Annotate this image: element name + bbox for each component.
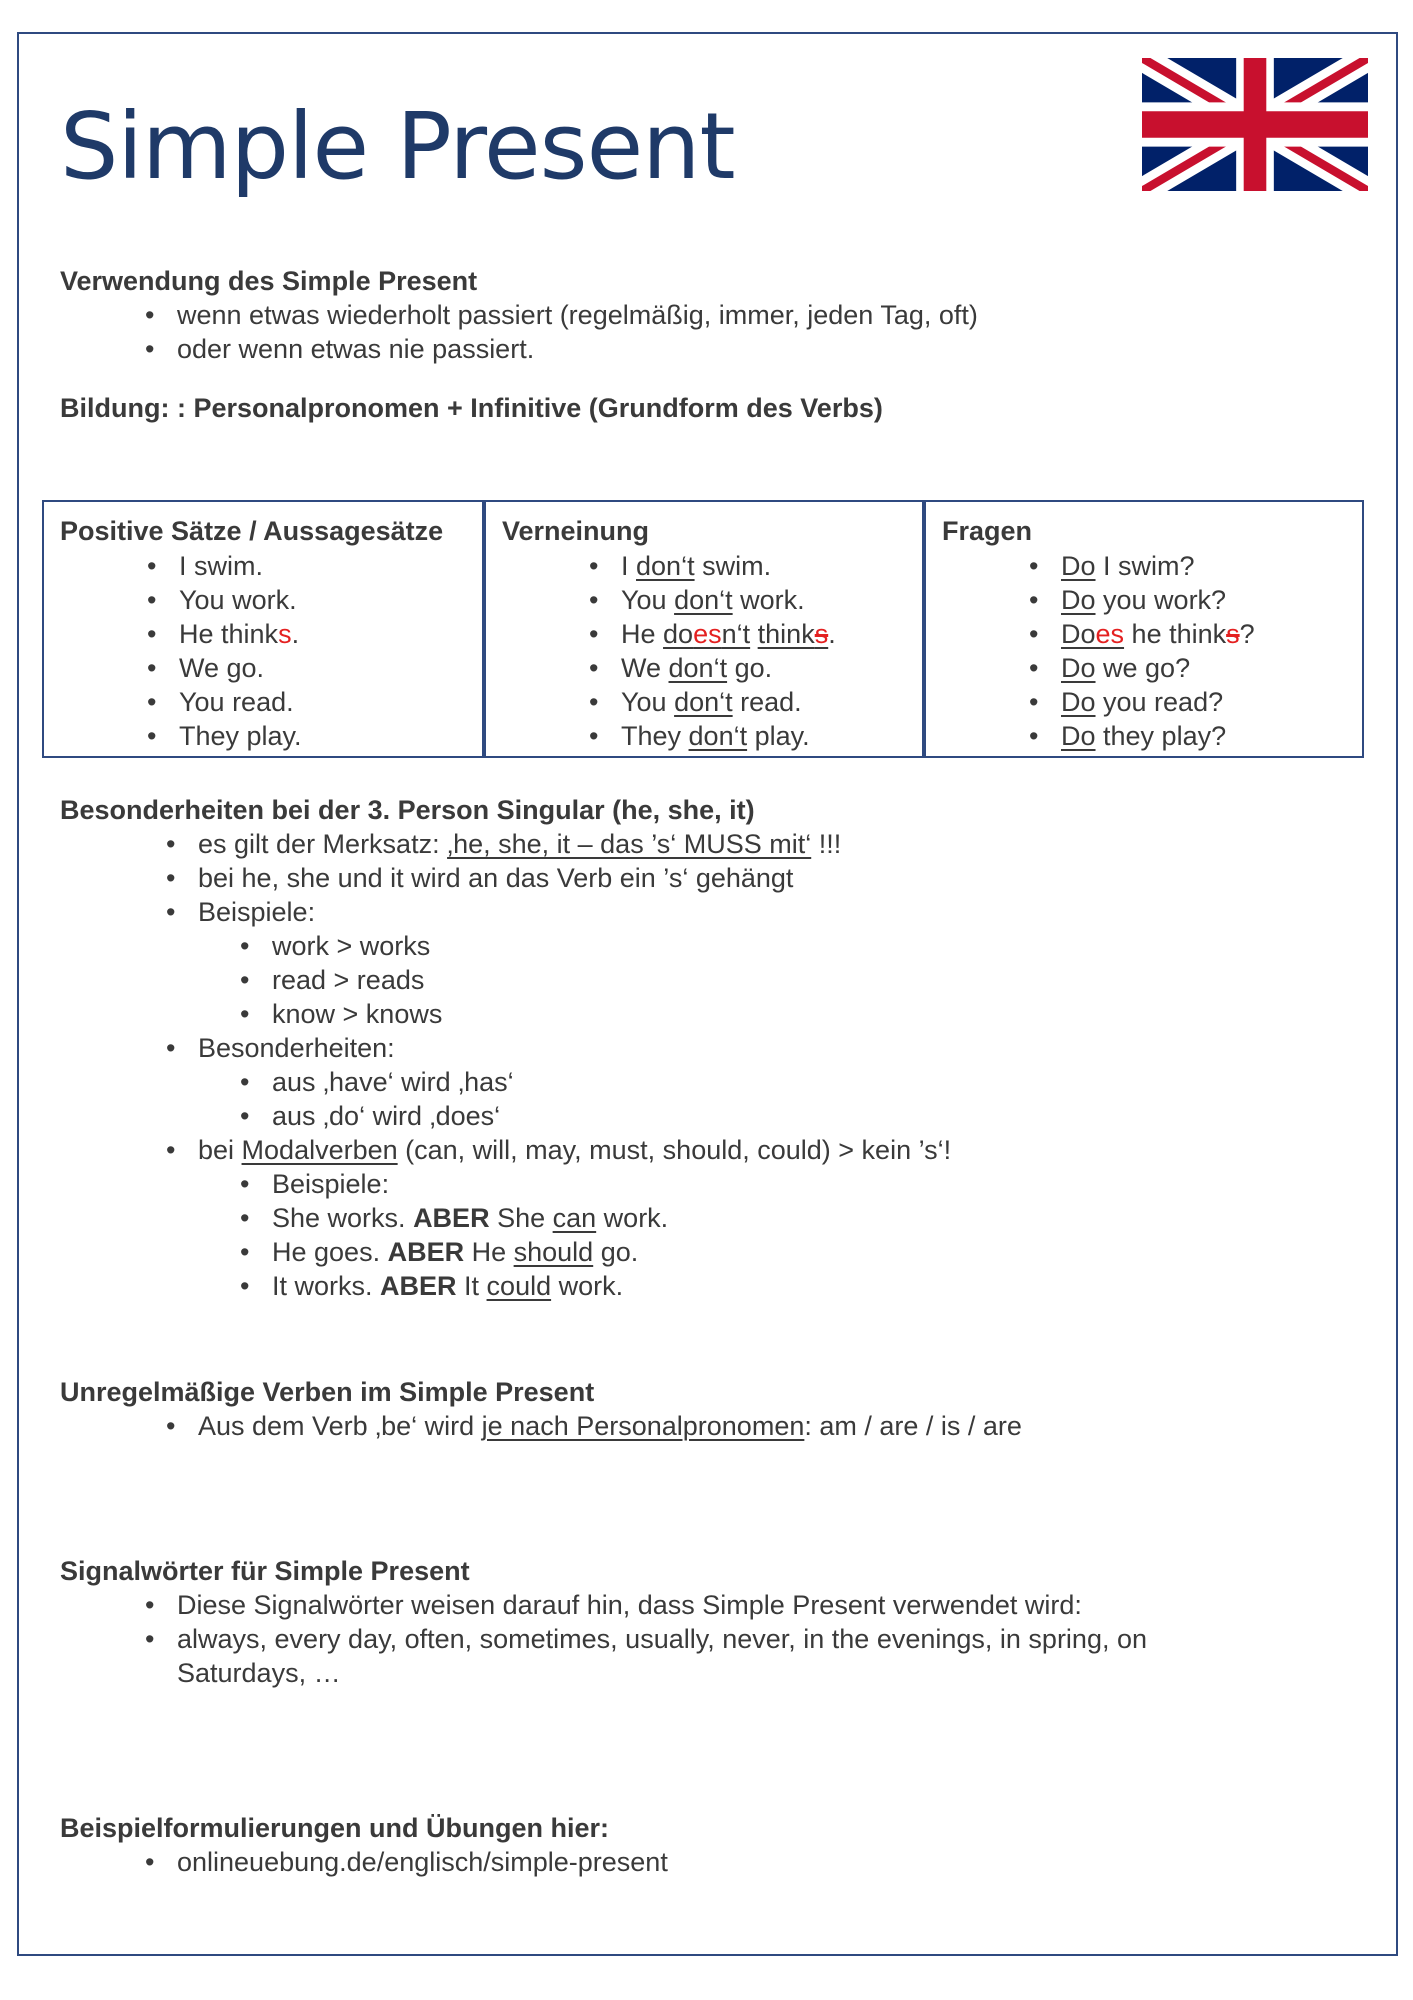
- conjugation-table: [42, 500, 1364, 758]
- list-item: • Aus dem Verb ‚be‘ wird je nach Personalpronomen: am / are / is / are: [198, 1409, 1022, 1443]
- list-item: • We don‘t go.: [621, 651, 836, 685]
- verb: He think: [179, 619, 279, 649]
- list-item: • Does he thinks?: [1061, 617, 1255, 651]
- auxiliary: don‘t: [688, 721, 748, 751]
- auxiliary: Do: [1061, 551, 1096, 581]
- auxiliary: Do: [1061, 653, 1096, 683]
- auxiliary: don‘t: [674, 687, 733, 717]
- negative-column: [484, 500, 924, 758]
- examples-list: [272, 929, 442, 1031]
- struck-s: s: [814, 619, 829, 649]
- struck-s: s: [1226, 619, 1240, 649]
- formation-rule: Bildung: : Personalpronomen + Infinitive (Grundform des Verbs): [60, 393, 883, 423]
- list-item: • bei he, she und it wird an das Verb ein ’s‘ gehängt: [198, 861, 841, 895]
- usage-list: [177, 298, 978, 366]
- list-item: • You don‘t work.: [621, 583, 836, 617]
- third-person-heading: Besonderheiten bei der 3. Person Singular (he, she, it): [60, 795, 755, 825]
- auxiliary: don‘t: [668, 653, 728, 683]
- list-item: • They don‘t play.: [621, 719, 836, 753]
- list-item: • always, every day, often, sometimes, usually, never, in the evenings, in spring, on: [177, 1622, 1147, 1656]
- list-item: • aus ‚have‘ wird ‚has‘: [272, 1065, 514, 1099]
- list-item: • work > works: [272, 929, 442, 963]
- questions-list: [1061, 549, 1255, 753]
- signal-continuation: Saturdays, …: [177, 1658, 341, 1688]
- modal-examples-list: [272, 1167, 668, 1303]
- list-item: • I swim.: [179, 549, 302, 583]
- list-item: • You don‘t read.: [621, 685, 836, 719]
- negative-list: [621, 549, 836, 753]
- special-list: [272, 1065, 514, 1133]
- signal-heading: Signalwörter für Simple Present: [60, 1556, 470, 1586]
- list-item: • wenn etwas wiederholt passiert (regelmäßig, immer, jeden Tag, oft): [177, 298, 978, 332]
- auxiliary: Does: [1061, 619, 1125, 649]
- list-item: • You read.: [179, 685, 302, 719]
- exercise-link[interactable]: • onlineuebung.de/englisch/simple-present: [177, 1845, 668, 1879]
- list-item: • He goes. ABER He should go.: [272, 1235, 668, 1269]
- list-item: • Do they play?: [1061, 719, 1255, 753]
- list-item: [179, 617, 302, 651]
- list-item: • Diese Signalwörter weisen darauf hin, dass Simple Present verwendet wird:: [177, 1588, 1147, 1622]
- auxiliary: Do: [1061, 585, 1096, 615]
- irregular-heading: Unregelmäßige Verben im Simple Present: [60, 1377, 595, 1407]
- exercises-heading: Beispielformulierungen und Übungen hier:: [60, 1813, 610, 1843]
- third-person-list: [198, 827, 841, 929]
- negative-heading: Verneinung: [502, 516, 650, 546]
- usage-heading: Verwendung des Simple Present: [60, 266, 478, 296]
- auxiliary: don‘t: [674, 585, 733, 615]
- auxiliary: doesn‘t: [663, 619, 751, 649]
- signal-list: [177, 1588, 1147, 1656]
- questions-column: [924, 500, 1364, 758]
- merksatz: ‚he, she, it – das ’s‘ MUSS mit‘: [447, 829, 812, 859]
- list-item: • Do I swim?: [1061, 549, 1255, 583]
- positive-heading: Positive Sätze / Aussagesätze: [60, 516, 444, 546]
- list-item: • Beispiele:: [198, 895, 841, 929]
- list-item: • es gilt der Merksatz: ‚he, she, it – das ’s‘ MUSS mit‘ !!!: [198, 827, 841, 861]
- modal-list: [198, 1133, 951, 1167]
- verb: thinks: [757, 619, 829, 649]
- modal-verbs-term: Modalverben: [241, 1135, 398, 1165]
- auxiliary: Do: [1061, 721, 1096, 751]
- list-item: • They play.: [179, 719, 302, 753]
- list-item: • Besonderheiten:: [198, 1031, 395, 1065]
- list-item: • He doesn‘t thinks.: [621, 617, 836, 651]
- irregular-list: [198, 1409, 1022, 1443]
- questions-heading: Fragen: [942, 516, 1033, 546]
- list-item: • Do you work?: [1061, 583, 1255, 617]
- personal-pronoun-term: je nach Personalpronomen: [481, 1411, 805, 1441]
- list-item: • Do you read?: [1061, 685, 1255, 719]
- list-item: • It works. ABER It could work.: [272, 1269, 668, 1303]
- auxiliary: Do: [1061, 687, 1096, 717]
- positive-column: [42, 500, 484, 758]
- list-item: • We go.: [179, 651, 302, 685]
- union-jack-flag-icon: [1142, 58, 1368, 191]
- list-item: • I don‘t swim.: [621, 549, 836, 583]
- exercises-list: [177, 1845, 668, 1879]
- list-item: • oder wenn etwas nie passiert.: [177, 332, 978, 366]
- positive-list: [179, 549, 302, 753]
- highlight-s: s: [278, 619, 292, 649]
- auxiliary: don‘t: [636, 551, 695, 581]
- list-item: • know > knows: [272, 997, 442, 1031]
- list-item: • You work.: [179, 583, 302, 617]
- punct: .: [291, 619, 300, 649]
- list-item: • Do we go?: [1061, 651, 1255, 685]
- list-item: • She works. ABER She can work.: [272, 1201, 668, 1235]
- page-title: Simple Present: [60, 93, 735, 200]
- list-item: • Beispiele:: [272, 1167, 668, 1201]
- list-item: • read > reads: [272, 963, 442, 997]
- list-item: • bei Modalverben (can, will, may, must, should, could) > kein ’s‘!: [198, 1133, 951, 1167]
- special-label-list: [198, 1031, 395, 1065]
- list-item: • aus ‚do‘ wird ‚does‘: [272, 1099, 514, 1133]
